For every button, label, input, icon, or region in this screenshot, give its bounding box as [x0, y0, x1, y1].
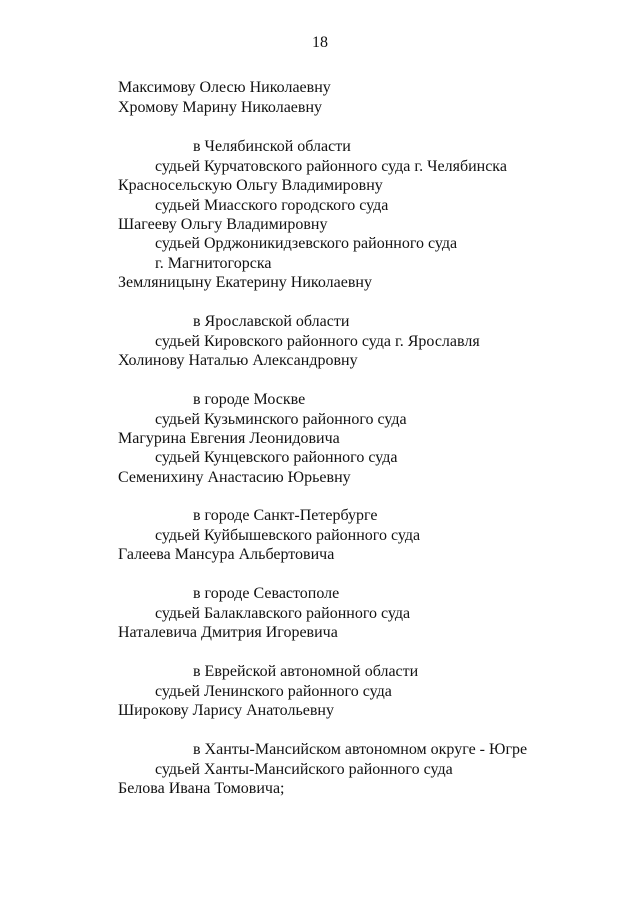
- region-heading: в Челябинской области: [193, 138, 351, 155]
- appointee-name: Галеева Мансура Альбертовича: [118, 546, 335, 563]
- region-heading: в Еврейской автономной области: [193, 663, 419, 680]
- court-position: судьей Ленинского районного суда: [155, 683, 392, 700]
- court-position: судьей Кировского районного суда г. Ярославля: [155, 333, 480, 350]
- court-position: судьей Ханты-Мансийского районного суда: [155, 761, 453, 778]
- region-heading: в Ханты-Мансийском автономном округе - Югре: [193, 741, 528, 758]
- appointee-name: Белова Ивана Томовича;: [118, 780, 285, 797]
- appointee-name: Холинову Наталью Александровну: [118, 352, 358, 369]
- appointee-name: Широкову Ларису Анатольевну: [118, 702, 334, 719]
- court-position: судьей Миасского городского суда: [155, 197, 389, 214]
- appointee-name: Наталевича Дмитрия Игоревича: [118, 624, 338, 641]
- region-heading: в Ярославской области: [193, 313, 350, 330]
- court-position: судьей Кунцевского районного суда: [155, 449, 398, 466]
- region-heading: в городе Севастополе: [193, 585, 340, 602]
- court-position: судьей Курчатовского районного суда г. Челябинска: [155, 158, 507, 175]
- appointee-name: Семенихину Анастасию Юрьевну: [118, 469, 351, 486]
- appointee-name: Шагееву Ольгу Владимировну: [118, 216, 328, 233]
- appointee-name: Максимову Олесю Николаевну: [118, 79, 331, 96]
- appointee-name: Красносельскую Ольгу Владимировну: [118, 177, 383, 194]
- court-position: судьей Балаклавского районного суда: [155, 605, 411, 622]
- appointee-name: Хромову Марину Николаевну: [118, 99, 323, 116]
- appointee-name: Магурина Евгения Леонидовича: [118, 430, 340, 447]
- appointee-name: Земляницыну Екатерину Николаевну: [118, 274, 372, 291]
- court-position: г. Магнитогорска: [155, 255, 272, 272]
- court-position: судьей Кузьминского районного суда: [155, 411, 407, 428]
- region-heading: в городе Москве: [193, 391, 306, 408]
- court-position: судьей Куйбышевского районного суда: [155, 527, 421, 544]
- court-position: судьей Орджоникидзевского районного суда: [155, 235, 458, 252]
- region-heading: в городе Санкт-Петербурге: [193, 507, 378, 524]
- page-number: 18: [312, 34, 328, 51]
